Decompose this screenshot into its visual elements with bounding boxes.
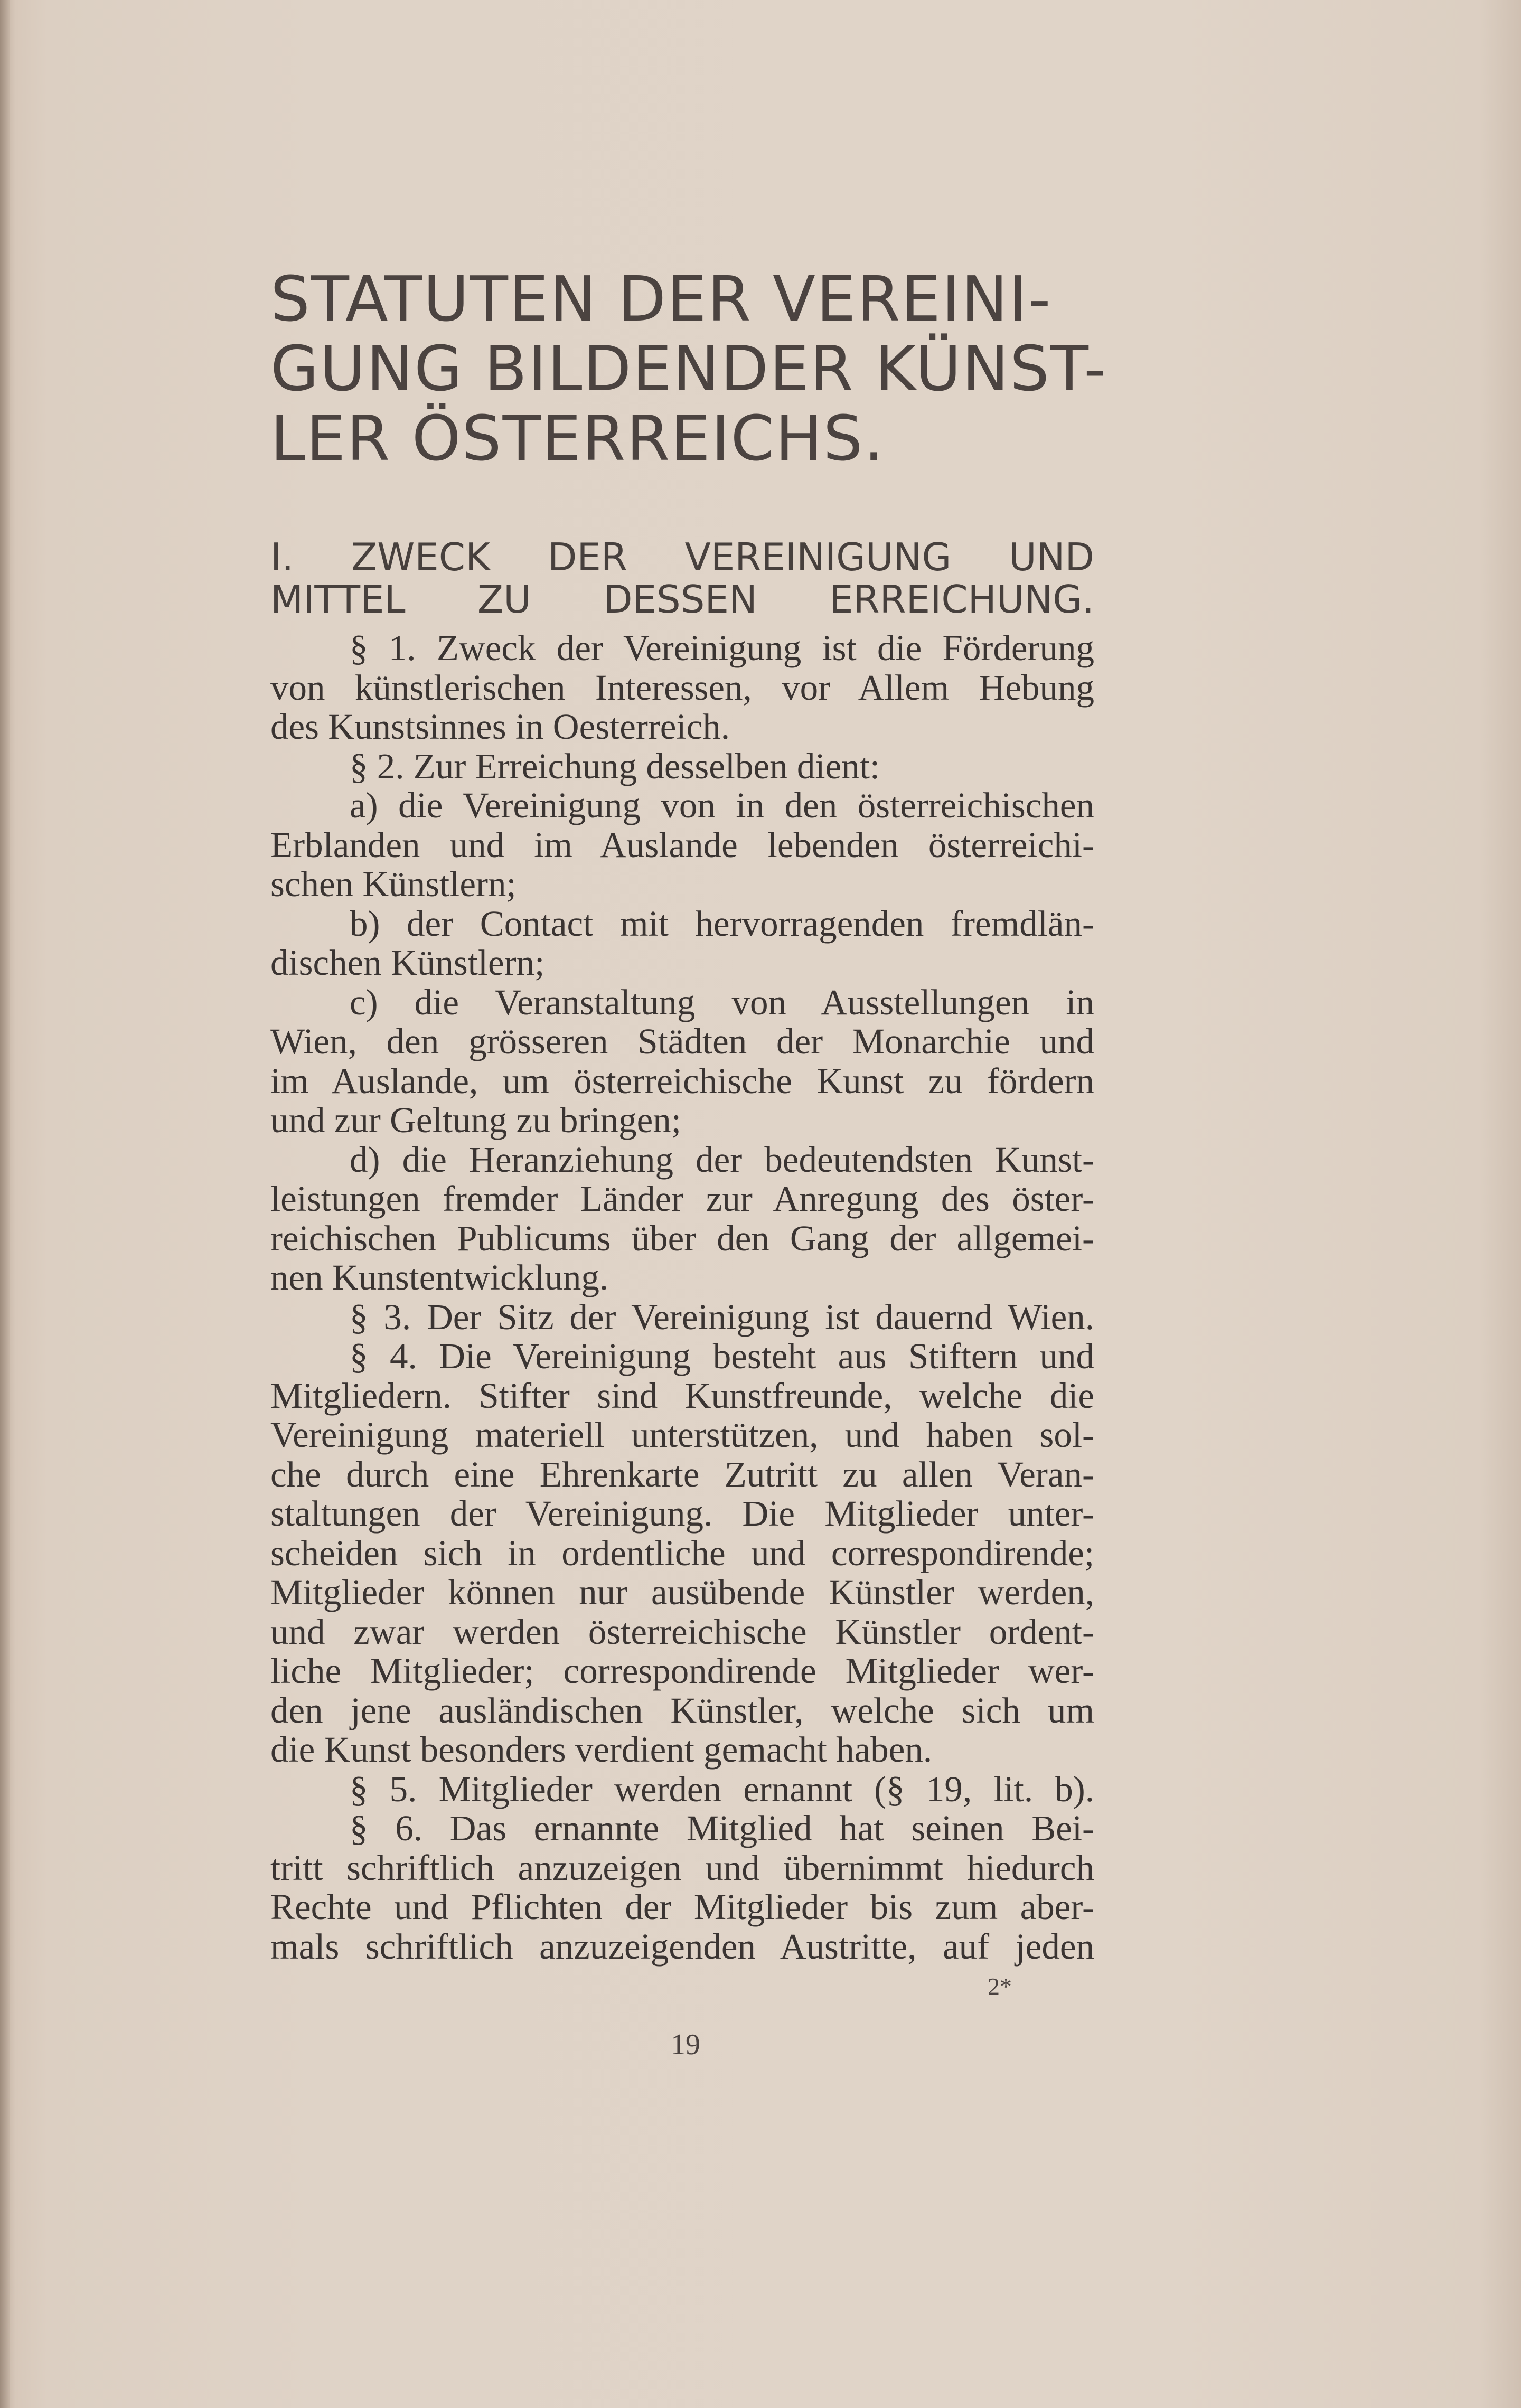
heading-word: MITTEL — [270, 577, 406, 622]
body-line: schen Künstlern; — [270, 864, 517, 904]
body-line: dischen Künstlern; — [270, 943, 545, 983]
body-line: von künstlerischen Interessen, vor Allem Hebung — [270, 667, 1094, 708]
body-line: leistungen fremder Länder zur Anregung des öster- — [270, 1179, 1094, 1219]
body-line: und zur Geltung zu bringen; — [270, 1100, 681, 1140]
body-line: und zwar werden österreichische Künstler ordent- — [270, 1611, 1094, 1652]
body-line: § 1. Zweck der Vereinigung ist die Förderung — [350, 628, 1094, 668]
heading-word: ZU — [477, 577, 531, 622]
title-line: STATUTEN DER VEREINI- — [270, 262, 1052, 335]
body-line: Mitglieder können nur ausübende Künstler werden, — [270, 1572, 1094, 1612]
body-line: mals schriftlich anzuzeigenden Austritte, auf jeden — [270, 1926, 1094, 1967]
body-line: des Kunstsinnes in Oesterreich. — [270, 707, 730, 747]
body-line: liche Mitglieder; correspondirende Mitglieder wer- — [270, 1651, 1094, 1691]
section-heading — [270, 536, 1094, 620]
body-line: § 3. Der Sitz der Vereinigung ist dauernd Wien. — [350, 1296, 1094, 1337]
title-line: LER ÖSTERREICHS. — [270, 402, 885, 475]
heading-word: VEREINIGUNG — [684, 535, 952, 579]
body-line: Erblanden und im Auslande lebenden österreichi- — [270, 824, 1094, 865]
body-line: § 2. Zur Erreichung desselben dient: — [350, 746, 880, 786]
body-text — [270, 628, 1094, 1966]
title-line: GUNG BILDENDER KÜNST- — [270, 332, 1107, 405]
body-line: nen Kunstentwicklung. — [270, 1257, 609, 1297]
heading-word: DESSEN — [603, 577, 757, 622]
body-line: a) die Vereinigung von in den österreichischen — [350, 785, 1094, 825]
body-line: im Auslande, um österreichische Kunst zu fördern — [270, 1060, 1094, 1101]
body-line: che durch eine Ehrenkarte Zutritt zu allen Veran- — [270, 1454, 1094, 1494]
body-line: Wien, den grösseren Städten der Monarchie und — [270, 1021, 1094, 1061]
body-line: c) die Veranstaltung von Ausstellungen in — [350, 982, 1094, 1022]
body-line: staltungen der Vereinigung. Die Mitglieder unter- — [270, 1493, 1094, 1534]
body-line: Rechte und Pflichten der Mitglieder bis zum aber- — [270, 1887, 1094, 1927]
body-line: die Kunst besonders verdient gemacht haben. — [270, 1729, 933, 1770]
page-edge — [0, 0, 10, 2408]
heading-word: I. — [270, 535, 294, 579]
body-line: Mitgliedern. Stifter sind Kunstfreunde, welche die — [270, 1375, 1094, 1416]
body-line: den jene ausländischen Künstler, welche sich um — [270, 1690, 1094, 1730]
heading-word: DER — [547, 535, 627, 579]
body-line: Vereinigung materiell unterstützen, und haben sol- — [270, 1415, 1094, 1455]
document-title — [270, 264, 1168, 473]
heading-word: ZWECK — [351, 535, 491, 579]
body-line: tritt schriftlich anzuzeigen und übernimmt hiedurch — [270, 1847, 1094, 1888]
body-line: reichischen Publicums über den Gang der allgemei- — [270, 1218, 1094, 1258]
body-line: d) die Heranziehung der bedeutendsten Kunst- — [350, 1139, 1094, 1180]
body-line: b) der Contact mit hervorragenden fremdlän- — [350, 903, 1094, 944]
body-line: scheiden sich in ordentliche und correspondirende; — [270, 1532, 1094, 1573]
section-heading-line-2 — [270, 578, 1094, 620]
section-heading-line-1 — [270, 536, 1094, 578]
body-line: § 6. Das ernannte Mitglied hat seinen Bei- — [350, 1808, 1094, 1848]
body-line: § 5. Mitglieder werden ernannt (§ 19, lit. b). — [350, 1769, 1094, 1809]
body-line: § 4. Die Vereinigung besteht aus Stiftern und — [350, 1336, 1094, 1376]
heading-word: ERREICHUNG. — [829, 577, 1094, 622]
heading-word: UND — [1008, 535, 1094, 579]
signature-mark: 2* — [988, 1973, 1012, 2000]
page-number: 19 — [671, 2028, 700, 2061]
